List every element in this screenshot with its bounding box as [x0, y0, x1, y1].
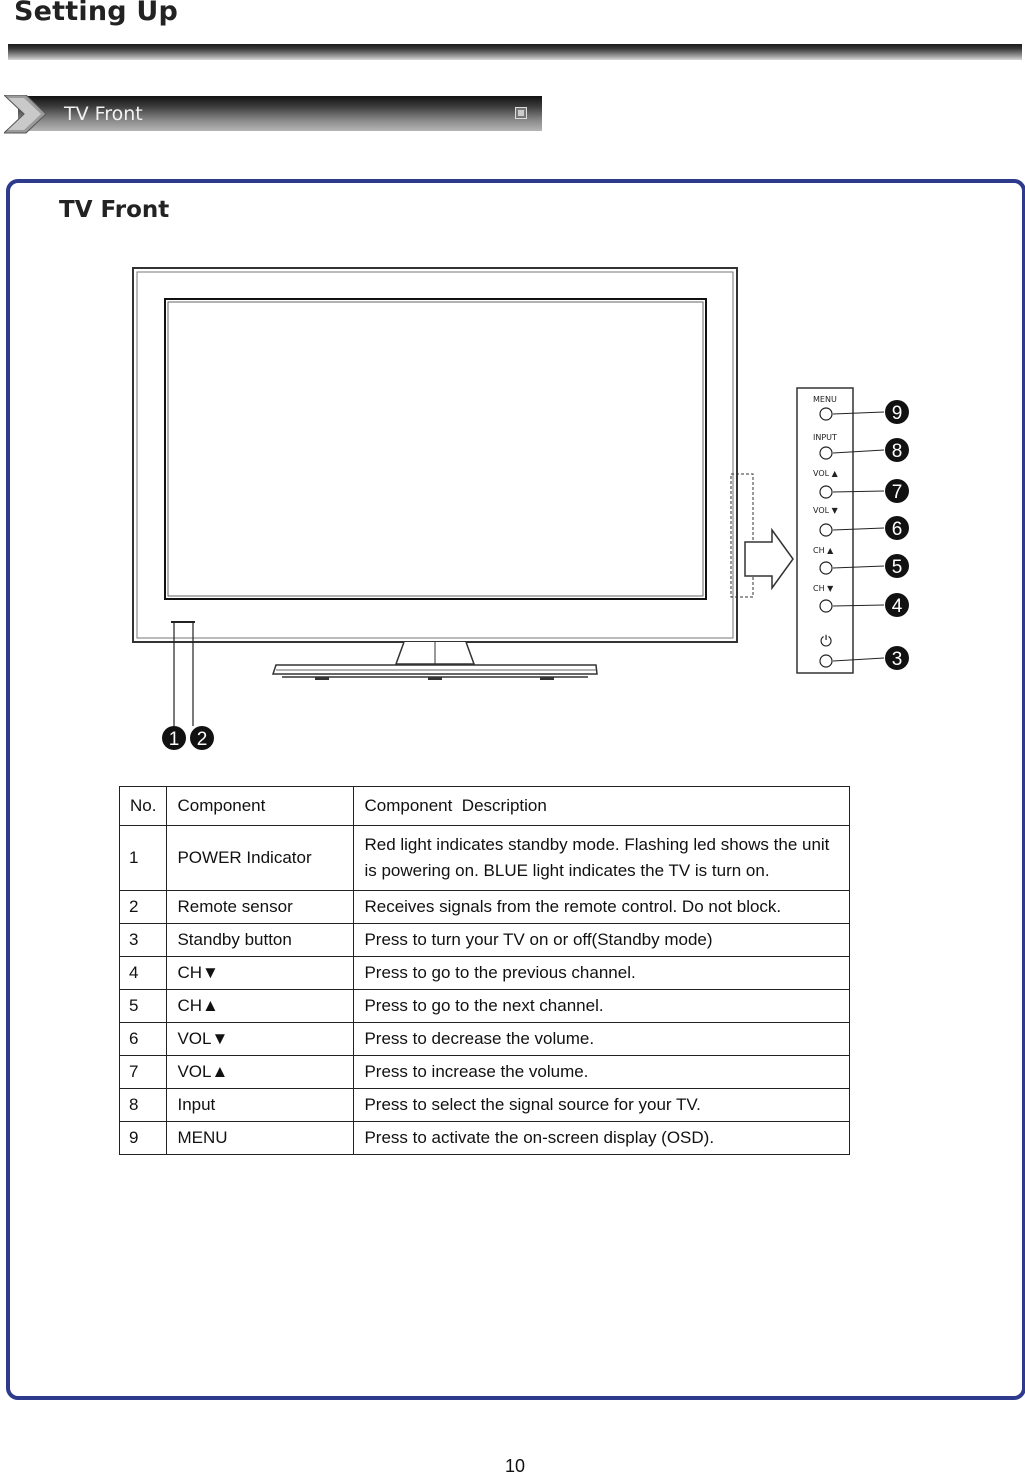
row-component: CH▼ [167, 957, 354, 990]
side-button [820, 486, 832, 498]
row-component: Standby button [167, 924, 354, 957]
side-button [820, 447, 832, 459]
row-description: Press to select the signal source for your TV. [354, 1089, 850, 1122]
table-row [120, 1089, 850, 1122]
callout-number: 5 [891, 557, 903, 578]
row-description: Press to turn your TV on or off(Standby mode) [354, 924, 850, 957]
table-header-row [120, 787, 850, 826]
header-description: Component Description [354, 787, 850, 826]
side-button [820, 655, 832, 667]
component-table [119, 786, 850, 1155]
table-row [120, 924, 850, 957]
side-button [820, 562, 832, 574]
callout-1-label: 1 [168, 729, 180, 750]
row-no: 5 [120, 990, 167, 1023]
row-no: 1 [120, 826, 167, 891]
side-button-label: ⏻ [820, 632, 832, 650]
table-row [120, 990, 850, 1023]
tv-illustration [133, 268, 793, 680]
row-no: 3 [120, 924, 167, 957]
row-no: 4 [120, 957, 167, 990]
row-description: Press to decrease the volume. [354, 1023, 850, 1056]
side-button-label: INPUT [813, 433, 837, 442]
side-button-label: CH ▼ [813, 584, 834, 593]
side-button [820, 600, 832, 612]
callout-number: 6 [891, 519, 903, 540]
row-component: Input [167, 1089, 354, 1122]
row-component: VOL▼ [167, 1023, 354, 1056]
callout-number: 8 [891, 441, 903, 462]
callout-number: 9 [891, 403, 903, 424]
side-button-label: VOL ▼ [813, 506, 838, 515]
side-button [820, 524, 832, 536]
table-row [120, 826, 850, 891]
page-number: 10 [505, 1456, 526, 1476]
side-button [820, 408, 832, 420]
row-description: Press to go to the previous channel. [354, 957, 850, 990]
row-description: Press to increase the volume. [354, 1056, 850, 1089]
header-no: No. [120, 787, 167, 826]
row-description: Red light indicates standby mode. Flashing led shows the unit is powering on. BLUE light indicates the TV is turn on. [354, 826, 850, 891]
row-no: 8 [120, 1089, 167, 1122]
table-row [120, 1056, 850, 1089]
callout-number: 4 [891, 596, 903, 617]
row-description: Press to go to the next channel. [354, 990, 850, 1023]
panel-heading: TV Front [59, 197, 170, 223]
row-description: Receives signals from the remote control. Do not block. [354, 891, 850, 924]
row-component: POWER Indicator [167, 826, 354, 891]
page-title: Setting Up [14, 0, 179, 27]
side-button-label: MENU [813, 395, 837, 404]
section-tab-label: TV Front [64, 103, 143, 125]
table-row [120, 957, 850, 990]
table-row [120, 891, 850, 924]
row-component: MENU [167, 1122, 354, 1155]
header-component: Component [167, 787, 354, 826]
callout-number: 3 [891, 649, 903, 670]
side-button-label: VOL ▲ [813, 469, 838, 478]
callout-number: 7 [891, 482, 903, 503]
callout-1 [162, 726, 186, 750]
table-row [120, 1023, 850, 1056]
row-no: 9 [120, 1122, 167, 1155]
callout-2 [190, 726, 214, 750]
row-component: Remote sensor [167, 891, 354, 924]
row-component: VOL▲ [167, 1056, 354, 1089]
row-component: CH▲ [167, 990, 354, 1023]
table-row [120, 1122, 850, 1155]
side-button-label: CH ▲ [813, 546, 834, 555]
row-no: 2 [120, 891, 167, 924]
callout-2-label: 2 [196, 729, 208, 750]
row-no: 7 [120, 1056, 167, 1089]
row-description: Press to activate the on-screen display (OSD). [354, 1122, 850, 1155]
row-no: 6 [120, 1023, 167, 1056]
